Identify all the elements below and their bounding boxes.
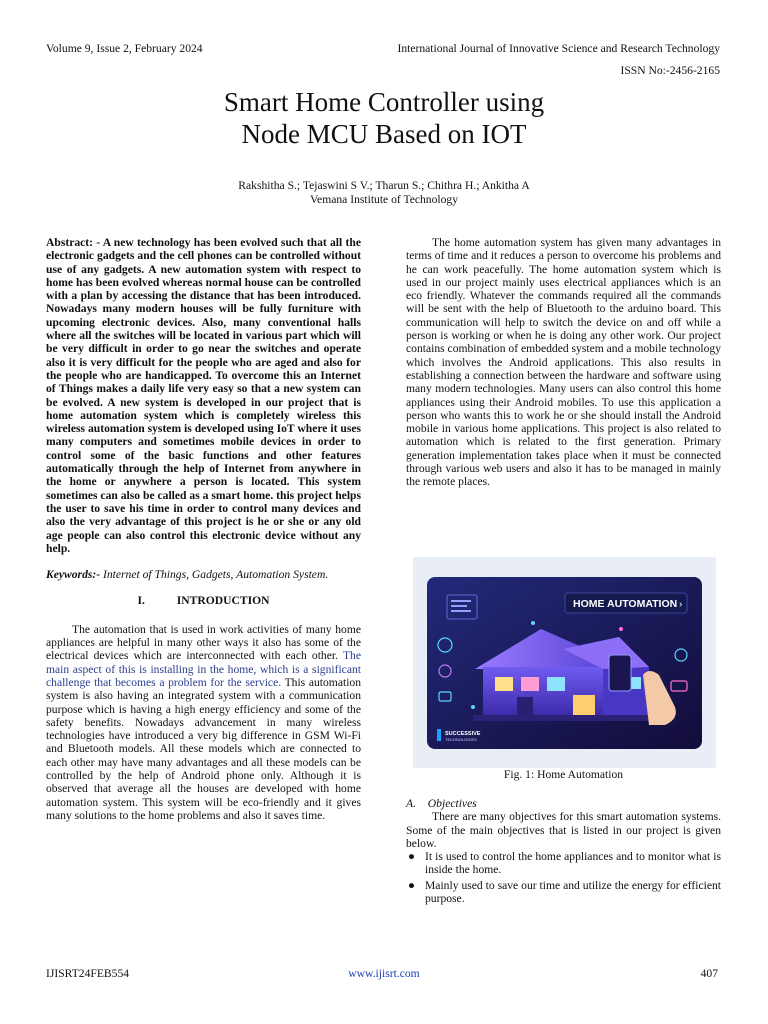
right-paragraph: The home automation system has given many advantages in terms of time and it reduces a person to overcome his problems and he can work peacefully. The home automation system which is used in our project mainly uses electrical appliances which is an eco friendly. Whatever the commands required all the commands will be sent with the help of Bluetooth to the arduino board. This communication will help to switch the device on and off while a person is working or when he is doing any other work. Our project contains combination of embedded system and a mobile technology which involves the Android applications. This also results in establishing a connection between the hardware and software using many modern technologies. Many users can also control this home appliances using their Android mobiles. To use this application a person who wants this to work he or she should install the Android mobile in various home applications. This project is also related to automation which is related to the first generation. Primary generation implementation takes place when it must be connected through various web users and also it has to be managed in mainly the remote places.	[406, 236, 721, 489]
intro-paragraph	[46, 623, 361, 822]
title-line-1: Smart Home Controller using	[223, 87, 545, 117]
home-automation-figure	[413, 557, 716, 768]
objectives-title: Objectives	[427, 797, 477, 810]
journal-volume: Volume 9, Issue 2, February 2024	[46, 42, 203, 55]
svg-text:›: ›	[679, 599, 683, 610]
objective-item: ● Mainly used to save our time and utilize the energy for efficient purpose.	[408, 878, 721, 906]
objective-item: ● It is used to control the home appliances and to monitor what is inside the home.	[408, 850, 721, 877]
left-column	[46, 236, 361, 822]
bullet-icon: ●	[408, 850, 416, 864]
authors: Rakshitha S.; Tejaswini S V.; Tharun S.; Chithra H.; Ankitha A	[238, 179, 530, 192]
intro-part-3: This automation system is also having an integrated system with a communication purpose which is having a high energy efficiency and some of the safety benefits. Nowadays advancement in many wireless technologies have introduced a very big difference in GSM Wi-Fi and Bluetooth models. All these models which are connected to each other may have many advantages and all these models can be controlled by the help of Android phone only. Although it is observed that average all the houses are developed with home automation system. This system will be eco-friendly and it gives many solutions to the home problems and also it saves time.	[46, 675, 362, 822]
title-line-2: Node MCU Based on IOT	[241, 119, 527, 149]
footer-link-wrap	[0, 967, 768, 980]
keywords-text: Internet of Things, Gadgets, Automation System.	[103, 568, 329, 582]
author-block	[0, 179, 768, 207]
issn: ISSN No:-2456-2165	[620, 64, 720, 77]
objectives-heading	[406, 797, 721, 810]
figure-logo-line-1: SUCCESSIVE	[445, 731, 481, 737]
right-column	[406, 236, 721, 489]
objectives-list	[406, 850, 721, 905]
article-id: IJISRT24FEB554	[46, 967, 130, 980]
keywords-label: Keywords:-	[46, 568, 101, 582]
intro-part-2: The main aspect of this is installing in the home, which is a significant challenge that becomes a problem for the service.	[46, 649, 361, 689]
paper-title	[0, 86, 768, 150]
bullet-icon: ●	[408, 878, 416, 892]
page-number: 407	[700, 967, 718, 980]
section-heading-introduction	[46, 594, 361, 607]
journal-website-link[interactable]: www.ijisrt.com	[348, 967, 420, 980]
figure-banner-text: HOME AUTOMATION	[573, 598, 678, 610]
journal-name: International Journal of Innovative Science and Research Technology	[397, 42, 720, 55]
objectives-section	[406, 797, 721, 907]
keywords	[46, 568, 361, 581]
objectives-intro: There are many objectives for this smart automation systems. Some of the main objectives that is listed in our project is given below.	[406, 810, 721, 850]
figure-caption: Fig. 1: Home Automation	[503, 768, 624, 781]
intro-part-1: The automation that is used in work activities of many home appliances are helpful in many other ways it also has some of the electrical devices which are interconnected with each other.	[46, 622, 361, 663]
abstract: Abstract: - A new technology has been evolved such that all the electronic gadgets and the cell phones can be controlled without use of any gadgets. A new automation system with respect to home has been evolved whereas normal house can be controlled with a plan by accessing the distance that has been introduced. Nowadays many modern houses will be fully furniture with upcoming electronic devices. Also, many conventional halls where all the switches will be located in various part which will be very difficult in order to go near the switches and operate also it is very difficult for the people who are aged and also for the people who are handicapped. To overcome this an Internet of Things makes a daily life very easy so that a new system can be evolved. A new system is developed in our project that is home automation system which is completely wireless this wireless automation system is developed using IoT where it uses many computers and sometimes mobile devices in order to control some of the basic functions and other features automatically through the help of Internet from anywhere in the home or anywhere a person is located. This system sometimes can also be called as a smart home. this project helps the user to save his time in order to control many devices and also the very advantage of this project is he or she or any old age people can also control this electronic device without any help.	[46, 236, 361, 555]
affiliation: Vemana Institute of Technology	[309, 193, 459, 206]
section-number: I.	[137, 594, 145, 608]
section-title: INTRODUCTION	[176, 594, 270, 608]
home-automation-illustration	[413, 557, 716, 768]
objectives-letter: A.	[406, 797, 416, 810]
figure-logo-line-2: TECHNOLOGIES	[445, 737, 477, 742]
